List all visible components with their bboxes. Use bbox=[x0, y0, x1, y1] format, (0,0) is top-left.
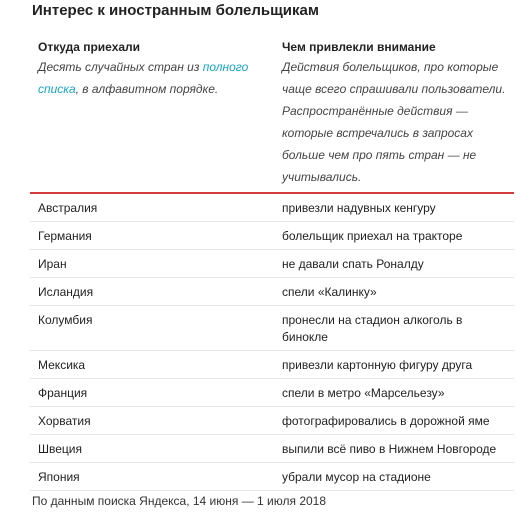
table-row bbox=[30, 435, 514, 463]
countries-table bbox=[30, 194, 514, 491]
table-row bbox=[30, 463, 514, 491]
country-cell: Исландия bbox=[38, 285, 94, 299]
action-cell: привезли надувных кенгуру bbox=[282, 201, 436, 215]
action-cell: фотографировались в дорожной яме bbox=[282, 414, 490, 428]
country-cell: Австралия bbox=[38, 201, 98, 215]
action-cell: привезли картонную фигуру друга bbox=[282, 358, 473, 372]
table-row bbox=[30, 379, 514, 407]
country-cell: Япония bbox=[38, 470, 80, 484]
country-cell: Франция bbox=[38, 386, 88, 400]
table-row bbox=[30, 194, 514, 222]
action-cell: спели в метро «Марсельезу» bbox=[282, 386, 445, 400]
source-note: По данным поиска Яндекса, 14 июня — 1 июля 2018 bbox=[32, 494, 327, 508]
country-cell: Колумбия bbox=[38, 313, 93, 327]
country-cell: Германия bbox=[38, 229, 92, 243]
country-cell: Швеция bbox=[38, 442, 82, 456]
country-cell: Мексика bbox=[38, 358, 86, 372]
action-cell: пронесли на стадион алкоголь в бинокле bbox=[282, 313, 463, 344]
table-row bbox=[30, 278, 514, 306]
action-cell: болельщик приехал на тракторе bbox=[282, 229, 463, 243]
action-cell: выпили всё пиво в Нижнем Новгороде bbox=[282, 442, 497, 456]
country-cell: Хорватия bbox=[38, 414, 91, 428]
action-cell: убрали мусор на стадионе bbox=[282, 470, 431, 484]
table-row bbox=[30, 407, 514, 435]
column-heading-origin: Откуда приехали bbox=[38, 40, 141, 54]
column-description-origin bbox=[38, 56, 266, 100]
country-cell: Иран bbox=[38, 257, 67, 271]
column-description-reason: Действия болельщиков, про которые чаще всего спрашивали пользователи. Распространённые действия — которые встречались в запросах больше чем про пять стран — не учитывались. bbox=[282, 60, 506, 184]
action-cell: спели «Калинку» bbox=[282, 285, 377, 299]
table-row bbox=[30, 306, 514, 351]
full-list-link[interactable]: полного списка bbox=[38, 60, 249, 96]
page-title: Интерес к иностранным болельщикам bbox=[32, 2, 319, 19]
description-text-end: , в алфавитном порядке. bbox=[75, 82, 219, 96]
column-heading-reason: Чем привлекли внимание bbox=[282, 40, 436, 54]
table-row bbox=[30, 222, 514, 250]
action-cell: не давали спать Роналду bbox=[282, 257, 424, 271]
table-row bbox=[30, 351, 514, 379]
description-text: Десять случайных стран из bbox=[38, 60, 203, 74]
table-row bbox=[30, 250, 514, 278]
